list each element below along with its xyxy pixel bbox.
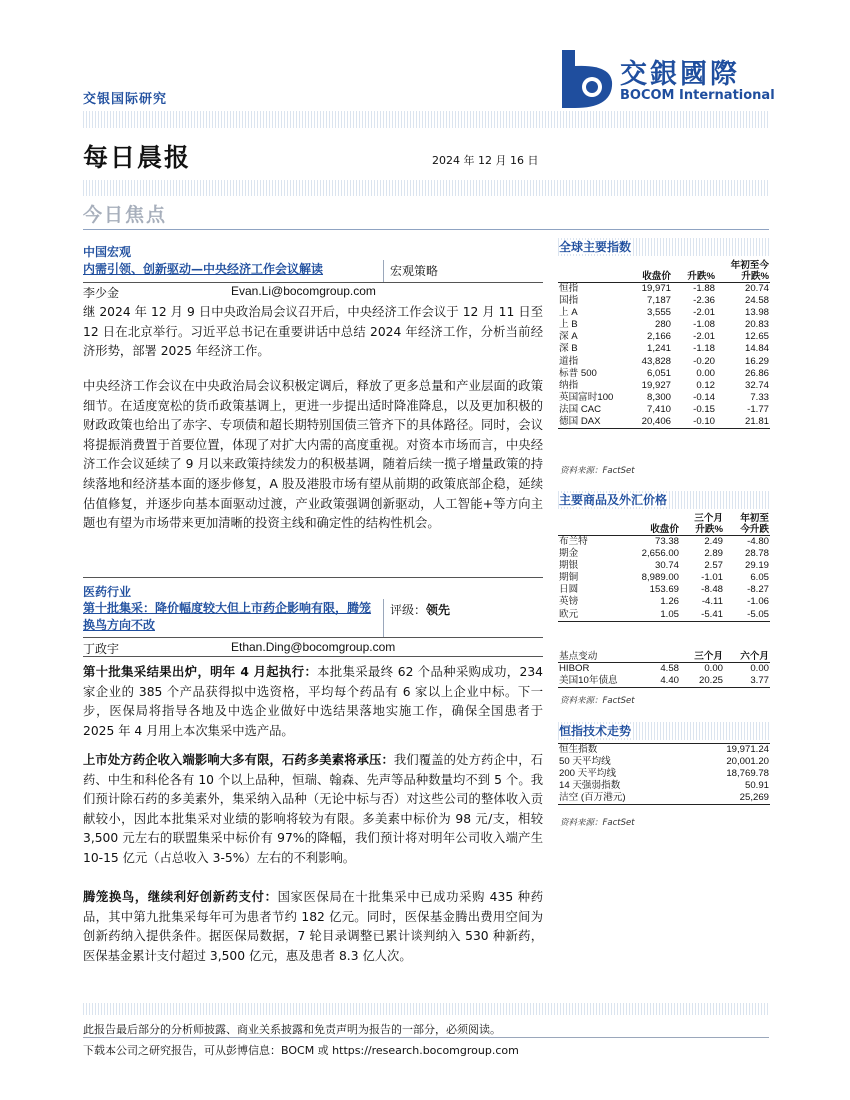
row-label: 英国富时100 — [559, 391, 614, 403]
table-row — [558, 768, 770, 780]
row-label: 50 天平均线 — [559, 756, 611, 768]
divider — [83, 656, 543, 657]
macro-header — [83, 240, 543, 300]
cell-value: 19,971 — [641, 283, 671, 294]
paragraph-body: 国家医保局在十批集采中已成功采购 435 种药品，其中第九批集采每年可为患者节约 182 亿元。同时，医保基金腾出费用空间为创新药纳入提供条件。据医保局数据，7 轮目录调整已累计谈判纳入 530 种新药，医保基金累计支付超过 3,500 亿元，惠及患者 8.3 亿人次。 — [83, 890, 543, 963]
indices-source: 资料来源：FactSet — [560, 466, 635, 476]
cell-value: 20,406 — [622, 416, 672, 429]
divider — [83, 282, 543, 283]
cell-value: -4.11 — [701, 596, 723, 608]
row-label: 200 天平均线 — [559, 768, 617, 780]
indices-title — [558, 238, 770, 256]
pharma-topic-link[interactable]: 第十批集采：降价幅度较大但上市药企影响有限，腾笼换鸟方向不改 — [83, 601, 372, 632]
cell-value: 4.40 — [622, 675, 680, 688]
cell-value: -1.08 — [693, 319, 715, 331]
commodities-table — [558, 513, 770, 622]
col-chg: 升跌% — [672, 260, 716, 283]
row-label: 深 A — [559, 331, 578, 343]
col-ytd-line2: 升跌% — [741, 271, 769, 282]
col-ytd-line2: 今升跌 — [740, 524, 769, 535]
cell-value: 25,269 — [686, 792, 770, 805]
table-row — [558, 756, 770, 768]
row-label: 国指 — [559, 295, 579, 307]
cell-value: 0.00 — [750, 663, 769, 674]
cell-value: 50.91 — [744, 780, 769, 792]
row-label: 期铜 — [559, 572, 579, 584]
cell-value: -1.06 — [747, 596, 769, 608]
cell-value: 2.49 — [704, 536, 723, 547]
table-row — [558, 380, 770, 392]
cell-value: 12.65 — [744, 331, 769, 343]
macro-topic-link[interactable]: 内需引领、创新驱动—中央经济工作会议解读 — [83, 262, 324, 276]
cell-value: 7,410 — [646, 403, 671, 415]
commodities-title — [558, 491, 770, 509]
col-6m: 六个月 — [724, 651, 770, 663]
cell-value: -5.05 — [724, 609, 770, 622]
cell-value: -0.14 — [693, 391, 715, 403]
cell-value: -5.41 — [680, 609, 724, 622]
macro-category: 中国宏观 — [83, 245, 132, 259]
rates-label: 基点变动 — [558, 651, 622, 663]
row-label: 英镑 — [559, 596, 579, 608]
cell-value: 20.25 — [680, 675, 724, 688]
macro-paragraph-2: 中央经济工作会议在中央政治局会议积极定调后，释放了更多总量和产业层面的政策细节。在适度宽松的货币政策基调上，更进一步提出适时降准降息，以及更加积极的财政政策也给出了赤字、专项债和超长期特别国债三管齐下的具体路径。同时，会议将提振消费置于首要位置，体现了对扩大内需的高度重视。对资本市场而言，中央经济工作会议延续了 9 月以来政策持续发力的积极基调，随着后续一揽子增量政策的持续落地和经济基本面的逐步修复，A 股及港股市场有望从前期的政策底部企稳，延续估值修复，并逐步向基本面驱动过渡，产业政策强调创新驱动，人工智能+等方向主题也有望为市场带来更加清晰的投资主线和确定性的结构性机会。 — [83, 379, 543, 531]
cell-value: 28.78 — [744, 548, 769, 560]
cell-value: 153.69 — [649, 584, 679, 596]
macro-strategy: 宏观策略 — [390, 264, 439, 278]
cell-value: 13.98 — [744, 307, 769, 319]
col-close: 收盘价 — [622, 260, 672, 283]
cell-value: 26.86 — [744, 367, 769, 379]
cell-value: 7,187 — [646, 295, 671, 307]
table-row — [558, 416, 770, 429]
paragraph-body: 我们覆盖的处方药企中，石药、中生和科伦各有 10 个以上品种，恒瑞、翰森、先声等品种数量均不到 5 个。我们预计除石药的多美素外，集采纳入品种（无论中标与否）对这些公司的整体收入贡献较小，因此本批集采对业绩的影响将较为有限。多美素中标价为 98 元/支，相较 3,500 元左右的联盟集采中标价有 97%的降幅，我们预计将对明年公司收入端产生 10-15 亿元（占总收入 3-5%）左右的不利影响。 — [83, 753, 543, 865]
row-label: 沽空 (百万港元) — [558, 792, 686, 805]
cell-value: 8,989.00 — [641, 572, 679, 584]
section-title: 今日焦点 — [83, 204, 168, 226]
table-row — [558, 404, 770, 416]
cell-value: -0.10 — [672, 416, 716, 429]
brand-name: 交银国际研究 — [83, 92, 168, 107]
cell-value: 43,828 — [641, 355, 671, 367]
panel-title: 恒指技术走势 — [559, 724, 632, 738]
divider — [83, 1037, 769, 1038]
pharma-email-link[interactable]: Ethan.Ding@bocomgroup.com — [231, 640, 396, 654]
col-3m-line1: 三个月 — [694, 513, 723, 524]
cell-value: 3.77 — [724, 675, 770, 688]
cell-value: 24.58 — [744, 295, 769, 307]
cell-value: 6,051 — [646, 367, 671, 379]
rates-table — [558, 651, 770, 688]
table-row — [558, 780, 770, 792]
table-row — [558, 560, 770, 572]
row-label: 期银 — [559, 560, 579, 572]
cell-value: 16.29 — [744, 355, 769, 367]
cell-value: -1.88 — [693, 283, 715, 294]
table-row — [558, 392, 770, 404]
row-label: 上 B — [559, 319, 578, 331]
cell-value: 3,555 — [646, 307, 671, 319]
col-ytd — [724, 513, 770, 536]
cell-value: -2.36 — [693, 295, 715, 307]
panel-title: 主要商品及外汇价格 — [559, 493, 668, 507]
row-label: 日圆 — [559, 584, 579, 596]
row-label: 标普 500 — [559, 367, 597, 379]
table-row — [558, 343, 770, 355]
table-row — [558, 663, 770, 676]
row-label: 纳指 — [559, 379, 579, 391]
rating-value: 领先 — [426, 603, 451, 617]
bocom-logo-icon — [558, 50, 614, 108]
pharma-paragraph-3 — [83, 888, 543, 966]
row-label: 恒指 — [559, 283, 579, 294]
pharma-category: 医药行业 — [83, 585, 132, 599]
rating-label: 评级： — [390, 603, 427, 617]
cell-value: 2.89 — [704, 548, 723, 560]
row-label: 欧元 — [558, 609, 622, 622]
commodities-source: 资料来源：FactSet — [560, 696, 635, 706]
cell-value: 19,971.24 — [726, 744, 769, 755]
cell-value: 32.74 — [744, 379, 769, 391]
cell-value: 18,769.78 — [726, 768, 769, 780]
cell-value: 29.19 — [744, 560, 769, 572]
cell-value: -0.15 — [693, 403, 715, 415]
cell-value: 73.38 — [654, 536, 679, 547]
cell-value: 0.12 — [696, 379, 715, 391]
cell-value: 2.57 — [704, 560, 723, 572]
cell-value: 280 — [654, 319, 671, 331]
footer-band — [83, 1003, 769, 1015]
cell-value: -4.80 — [747, 536, 769, 547]
divider — [83, 229, 769, 230]
table-row — [558, 572, 770, 584]
col-3m-line2: 升跌% — [695, 524, 723, 535]
cell-value: -2.01 — [693, 307, 715, 319]
table-row — [558, 307, 770, 319]
row-label: 法国 CAC — [559, 403, 602, 415]
table-header — [558, 651, 770, 663]
header-band — [83, 111, 769, 128]
cell-value: 0.00 — [704, 663, 723, 674]
paragraph-lead: 腾笼换鸟，继续利好创新药支付： — [83, 890, 278, 904]
table-header — [558, 513, 770, 536]
table-row — [558, 744, 770, 757]
cell-value: -8.27 — [747, 584, 769, 596]
col-close: 收盘价 — [622, 513, 680, 536]
download-text: 下载本公司之研究报告，可从彭博信息：BOCM 或 https://research.bocomgroup.com — [83, 1044, 519, 1057]
row-label: 美国10年债息 — [558, 675, 622, 688]
macro-author: 李少金 — [83, 286, 120, 300]
cell-value: 20,001.20 — [726, 756, 769, 768]
divider — [83, 637, 543, 638]
pharma-author: 丁政宇 — [83, 642, 120, 656]
cell-value: 7.33 — [750, 391, 769, 403]
macro-paragraph-1: 继 2024 年 12 月 9 日中央政治局会议召开后，中央经济工作会议于 12 月 11 日至 12 日在北京举行。习近平总书记在重要讲话中总结 2024 年经济工作，分析当前经济形势，部署 2025 年经济工作。 — [83, 305, 543, 359]
paragraph-body: 本批集采最终 62 个品种采购成功，234 家企业的 385 个产品获得拟中选资格，平均每个药品有 6 家以上企业中标。下一步，医保局将指导各地及中选企业做好中选结果落地实施工作，确保全国患者于 2025 年 4 月用上本次集采中选产品。 — [83, 665, 544, 738]
row-label: 深 B — [559, 343, 578, 355]
row-label: 期金 — [559, 548, 579, 560]
row-label: 道指 — [559, 355, 579, 367]
technicals-table — [558, 743, 770, 805]
logo-text-cn: 交銀國際 — [620, 59, 740, 90]
cell-value: -1.77 — [747, 403, 769, 415]
cell-value: -1.18 — [693, 343, 715, 355]
section-band — [83, 180, 769, 196]
row-label: 布兰特 — [559, 536, 588, 547]
pharma-paragraph-2 — [83, 751, 543, 869]
cell-value: 1.05 — [622, 609, 680, 622]
col-ytd — [716, 260, 770, 283]
table-row — [558, 295, 770, 307]
pharma-rating — [390, 601, 450, 618]
row-label: 德国 DAX — [558, 416, 622, 429]
macro-email-link[interactable]: Evan.Li@bocomgroup.com — [231, 284, 376, 298]
divider — [83, 577, 543, 578]
paragraph-lead: 上市处方药企收入端影响大多有限，石药多美素将承压： — [83, 753, 394, 767]
cell-value: 1,241 — [646, 343, 671, 355]
table-header — [558, 260, 770, 283]
cell-value: 19,927 — [641, 379, 671, 391]
cell-value: 4.58 — [660, 663, 679, 674]
row-label: 14 天强弱指数 — [559, 780, 621, 792]
cell-value: 6.05 — [750, 572, 769, 584]
page-title: 每日晨报 — [83, 143, 192, 172]
col-3m: 三个月 — [680, 651, 724, 663]
cell-value: -8.48 — [701, 584, 723, 596]
cell-value: 2,166 — [646, 331, 671, 343]
cell-value: 30.74 — [654, 560, 679, 572]
table-row — [558, 331, 770, 343]
row-label: 上 A — [559, 307, 578, 319]
cell-value: 21.81 — [716, 416, 770, 429]
col-ytd-line1: 年初至今 — [730, 260, 769, 271]
table-row — [558, 368, 770, 380]
cell-value: -0.20 — [693, 355, 715, 367]
table-row — [558, 319, 770, 331]
company-logo — [558, 50, 773, 110]
cell-value: 20.74 — [744, 283, 769, 294]
cell-value: 0.00 — [696, 367, 715, 379]
table-row — [558, 283, 770, 296]
table-row — [558, 675, 770, 688]
technicals-title — [558, 722, 770, 740]
table-row — [558, 356, 770, 368]
pharma-paragraph-1 — [83, 663, 543, 741]
table-row — [558, 536, 770, 549]
paragraph-lead: 第十批集采结果出炉，明年 4 月起执行： — [83, 665, 318, 679]
cell-value: 14.84 — [744, 343, 769, 355]
disclaimer-text: 此报告最后部分的分析师披露、商业关系披露和免责声明为报告的一部分，必须阅读。 — [83, 1023, 501, 1036]
panel-title: 全球主要指数 — [559, 240, 632, 254]
cell-value: 2,656.00 — [641, 548, 679, 560]
indices-table — [558, 260, 770, 429]
table-row — [558, 548, 770, 560]
pharma-header — [83, 577, 543, 657]
cell-value: 1.26 — [660, 596, 679, 608]
row-label: HIBOR — [559, 663, 590, 674]
report-date: 2024 年 12 月 16 日 — [432, 154, 539, 167]
divider — [383, 599, 384, 637]
table-row — [558, 792, 770, 805]
cell-value: 8,300 — [646, 391, 671, 403]
cell-value: -2.01 — [693, 331, 715, 343]
table-row — [558, 596, 770, 608]
cell-value: 20.83 — [744, 319, 769, 331]
logo-text-en: BOCOM International — [620, 88, 775, 103]
table-row — [558, 584, 770, 596]
divider — [383, 260, 384, 282]
col-3m — [680, 513, 724, 536]
technicals-source: 资料来源：FactSet — [560, 818, 635, 828]
table-row — [558, 609, 770, 622]
row-label: 恒生指数 — [559, 744, 598, 755]
cell-value: -1.01 — [701, 572, 723, 584]
col-ytd-line1: 年初至 — [740, 513, 769, 524]
